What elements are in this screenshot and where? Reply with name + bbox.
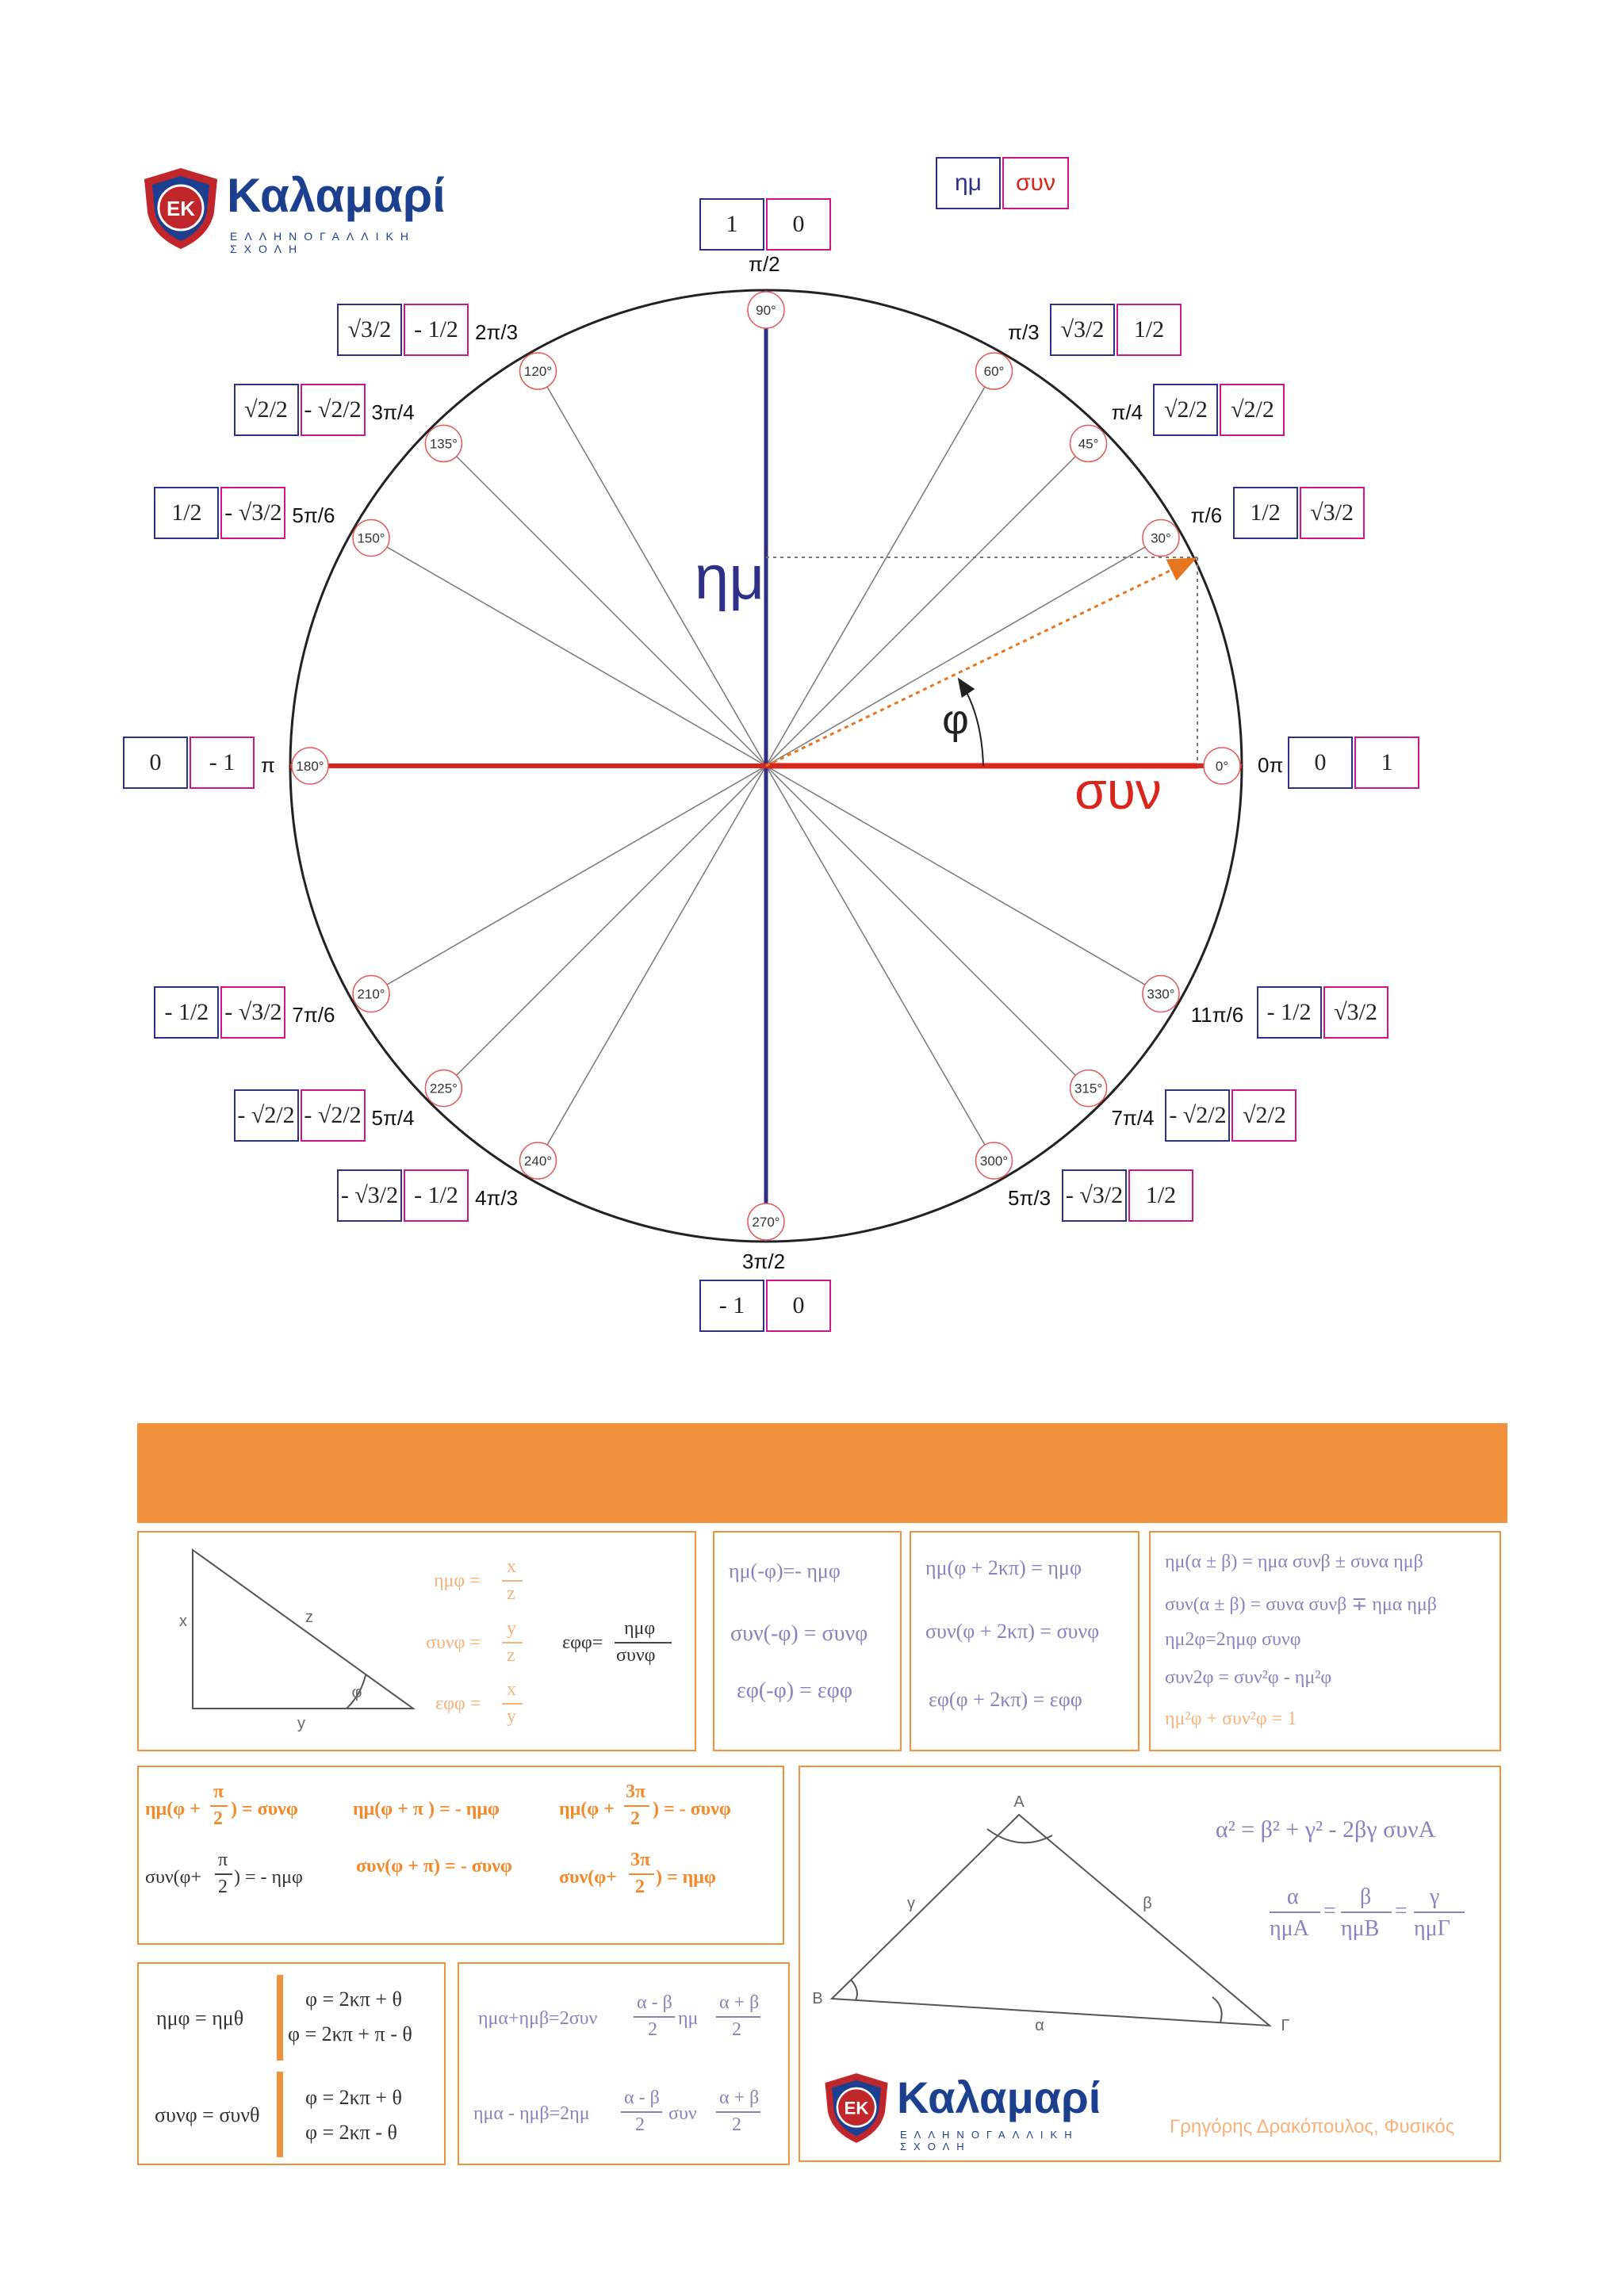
radian-label: π/3 (1008, 320, 1040, 345)
eq-cos: συνφ = συνθ (155, 2103, 260, 2126)
svg-text:x: x (179, 1613, 187, 1630)
sin-value-box: - √3/2 (1062, 1169, 1127, 1222)
degree-label: 225° (429, 1081, 458, 1096)
degree-marker-150 (353, 520, 389, 557)
sin-value-box: - 1/2 (154, 986, 219, 1039)
degree-marker-0 (1204, 748, 1240, 784)
degree-marker-240 (520, 1142, 557, 1179)
double-sin: ημ2φ=2ημφ συνφ (1165, 1629, 1301, 1650)
degree-marker-30 (1143, 520, 1179, 557)
angle-symbol: φ (942, 697, 969, 743)
radian-label: π/4 (1111, 400, 1143, 424)
spoke-300 (766, 766, 1004, 1178)
degree-marker-315 (1071, 1070, 1107, 1107)
svg-text:y: y (297, 1715, 305, 1732)
svg-text:ΕΚ: ΕΚ (844, 2098, 869, 2118)
degree-label: 120° (523, 364, 553, 380)
eq-cos-brace (277, 2072, 283, 2157)
cos-value-box: 0 (766, 1280, 831, 1332)
radian-label: 2π/3 (475, 320, 519, 345)
degree-label: 150° (357, 530, 385, 546)
radian-label: π (261, 753, 275, 777)
spoke-315 (766, 766, 1102, 1102)
radian-label: 4π/3 (475, 1185, 519, 1210)
sin-value-box: - 1 (699, 1280, 764, 1332)
panel-shifts (137, 1766, 784, 1945)
radian-label: 5π/6 (292, 503, 335, 527)
cos-value-box: √3/2 (1300, 487, 1365, 539)
degree-label: 30° (1151, 530, 1171, 546)
radian-label: 3π/2 (742, 1249, 786, 1273)
degree-label: 0° (1215, 759, 1229, 774)
panel-equations (137, 1962, 446, 2165)
svg-text:β: β (1143, 1895, 1152, 1912)
degree-marker-120 (520, 353, 557, 389)
degree-label: 45° (1078, 436, 1099, 452)
cos-value-box: - 1/2 (404, 304, 469, 356)
svg-text:Β: Β (812, 1990, 823, 2007)
sin-value-box: - √3/2 (337, 1169, 402, 1222)
svg-text:Γ: Γ (1281, 2017, 1290, 2034)
sin-value-box: 1/2 (1233, 487, 1298, 539)
radian-label: π/2 (749, 252, 780, 276)
radian-label: 0π (1258, 753, 1284, 777)
spoke-210 (354, 766, 766, 1004)
cos-value-box: - √2/2 (301, 1089, 366, 1142)
degree-marker-270 (748, 1203, 784, 1240)
sin-value-box: - 1/2 (1257, 986, 1322, 1039)
shift-sin-pi: ημ(φ + π ) = - ημφ (353, 1799, 500, 1820)
logo-name-bottom: Καλαμαρί (897, 2072, 1101, 2122)
eq-sin-brace (277, 1975, 283, 2061)
degree-label: 300° (979, 1153, 1009, 1169)
degree-marker-300 (976, 1142, 1013, 1179)
neg-sin: ημ(-φ)=- ημφ (729, 1559, 841, 1582)
legend-cos-box: συν (1002, 157, 1069, 209)
neg-tan: εφ(-φ) = εφφ (737, 1678, 852, 1703)
panel-laws (799, 1766, 1501, 2162)
double-cos: συν2φ = συν²φ - ημ²φ (1165, 1667, 1332, 1688)
sin-value-box: √3/2 (1050, 304, 1115, 356)
sin-value-box: √2/2 (1153, 384, 1218, 436)
degree-marker-225 (425, 1070, 462, 1107)
radian-label: 7π/4 (1111, 1106, 1155, 1131)
cos-value-box: 1/2 (1116, 304, 1182, 356)
radian-label: π/6 (1190, 503, 1223, 527)
spoke-30 (766, 528, 1178, 766)
cos-axis-label: συν (1074, 761, 1162, 820)
degree-label: 60° (983, 364, 1005, 380)
degree-label: 315° (1074, 1081, 1103, 1096)
shift-cos-3half: συν(φ+ 3π 2 ) = ημφ (559, 1850, 716, 1897)
radian-label: 5π/4 (371, 1106, 415, 1131)
spoke-240 (528, 766, 766, 1178)
sin-value-box: √3/2 (337, 304, 402, 356)
degree-marker-330 (1143, 976, 1179, 1012)
sin-value-box: - √2/2 (234, 1089, 299, 1142)
cos-value-box: - √3/2 (220, 487, 285, 539)
eq-cos-sol2: φ = 2κπ - θ (305, 2121, 398, 2144)
sum-sin: ημ(α ± β) = ημα συνβ ± συνα ημβ (1165, 1552, 1423, 1572)
svg-text:α: α (1035, 2017, 1044, 2034)
sin-value-box: √2/2 (234, 384, 299, 436)
panel-periodicity (910, 1531, 1139, 1751)
sum-cos: συν(α ± β) = συνα συνβ ∓ ημα ημβ (1165, 1594, 1438, 1615)
sin-value-box: 1/2 (154, 487, 219, 539)
legend-sin-box: ημ (936, 157, 1001, 209)
svg-text:γ: γ (907, 1895, 915, 1912)
cos-value-box: 1/2 (1128, 1169, 1193, 1222)
degree-label: 90° (756, 303, 776, 318)
svg-text:Α: Α (1013, 1793, 1025, 1811)
sin-value-box: 1 (699, 198, 764, 251)
cos-value-box: 1 (1354, 737, 1419, 789)
per-cos: συν(φ + 2κπ) = συνφ (925, 1620, 1100, 1643)
radian-label: 5π/3 (1008, 1185, 1051, 1210)
svg-text:z: z (305, 1609, 313, 1626)
radian-label: 7π/6 (292, 1003, 335, 1027)
cos-value-box: √3/2 (1323, 986, 1388, 1039)
cos-value-box: √2/2 (1220, 384, 1285, 436)
per-tan: εφ(φ + 2κπ) = εφφ (929, 1688, 1082, 1711)
degree-label: 210° (357, 986, 385, 1002)
cosine-law: α² = β² + γ² - 2βγ συνΑ (1216, 1816, 1436, 1843)
pythagorean: ημ²φ + συν²φ = 1 (1165, 1709, 1297, 1729)
degree-marker-180 (292, 748, 328, 784)
neg-cos: συν(-φ) = συνφ (730, 1621, 868, 1646)
author: Γρηγόρης Δρακόπουλος, Φυσικός (1170, 2116, 1455, 2137)
formulas-header-bar (137, 1423, 1507, 1523)
cos-value-box: - √2/2 (301, 384, 366, 436)
panel-sum-to-product (458, 1962, 790, 2165)
per-sin: ημ(φ + 2κπ) = ημφ (925, 1556, 1082, 1579)
diff-to-product: ημα - ημβ=2ημ α - β 2 συν α + β 2 (473, 2087, 760, 2135)
sin-value-box: 0 (123, 737, 188, 789)
panel-sum-identities (1149, 1531, 1501, 1751)
sin-axis-label: ημ (694, 542, 765, 612)
eq-sin: ημφ = ημθ (156, 2007, 244, 2030)
angle-vector (766, 560, 1193, 766)
panel-negative-angle (713, 1531, 902, 1751)
logo-subtitle-bottom: ΕΛΛΗΝΟΓΑΛΛΙΚΗ ΣΧΟΛΗ (900, 2129, 1079, 2152)
cos-value-box: 0 (766, 198, 831, 251)
shield-icon (822, 2072, 891, 2145)
panel-triangle-definitions: x z y φ ημφ = x z συνφ = y z εφφ = x y εφφ= ημφ συνφ (137, 1531, 696, 1751)
cos-value-box: √2/2 (1231, 1089, 1297, 1142)
degree-label: 240° (523, 1153, 553, 1169)
degree-marker-135 (425, 425, 462, 461)
sum-to-product: ημα+ημβ=2συν α - β 2 ημ α + β 2 (478, 1992, 760, 2040)
degree-label: 270° (752, 1215, 780, 1230)
cos-value-box: - √3/2 (220, 986, 285, 1039)
logo-monogram: ΕΚ (166, 197, 196, 220)
shift-sin-half: ημ(φ + π 2 ) = συνφ (145, 1781, 298, 1829)
spoke-225 (430, 766, 766, 1102)
radian-label: 3π/4 (371, 400, 415, 424)
eq-sin-sol1: φ = 2κπ + θ (305, 1988, 403, 2011)
degree-label: 135° (429, 436, 458, 452)
degree-marker-210 (353, 976, 389, 1012)
degree-marker-60 (976, 353, 1013, 389)
radian-label: 11π/6 (1190, 1003, 1244, 1027)
logo-subtitle: ΕΛΛΗΝΟΓΑΛΛΙΚΗ ΣΧΟΛΗ (230, 230, 416, 255)
shift-sin-3half: ημ(φ + 3π 2 ) = - συνφ (559, 1781, 731, 1829)
degree-label: 330° (1147, 986, 1175, 1002)
sin-value-box: 0 (1288, 737, 1353, 789)
eq-cos-sol1: φ = 2κπ + θ (305, 2086, 403, 2109)
degree-marker-90 (748, 292, 784, 328)
cos-value-box: - 1 (190, 737, 255, 789)
cos-value-box: - 1/2 (404, 1169, 469, 1222)
shift-cos-half: συν(φ+ π 2 ) = - ημφ (145, 1850, 303, 1897)
svg-text:φ: φ (351, 1684, 362, 1701)
degree-label: 180° (296, 759, 324, 774)
spoke-45 (766, 430, 1102, 766)
logo-bottom (822, 2072, 1155, 2151)
logo-name: Καλαμαρί (227, 169, 446, 222)
sin-value-box: - √2/2 (1165, 1089, 1230, 1142)
eq-sin-sol2: φ = 2κπ + π - θ (288, 2022, 412, 2045)
sine-law: α ημΑ = β ημΒ = γ ημΓ (1270, 1885, 1476, 1948)
shift-cos-pi: συν(φ + π) = - συνφ (356, 1856, 512, 1877)
degree-marker-45 (1071, 425, 1107, 461)
